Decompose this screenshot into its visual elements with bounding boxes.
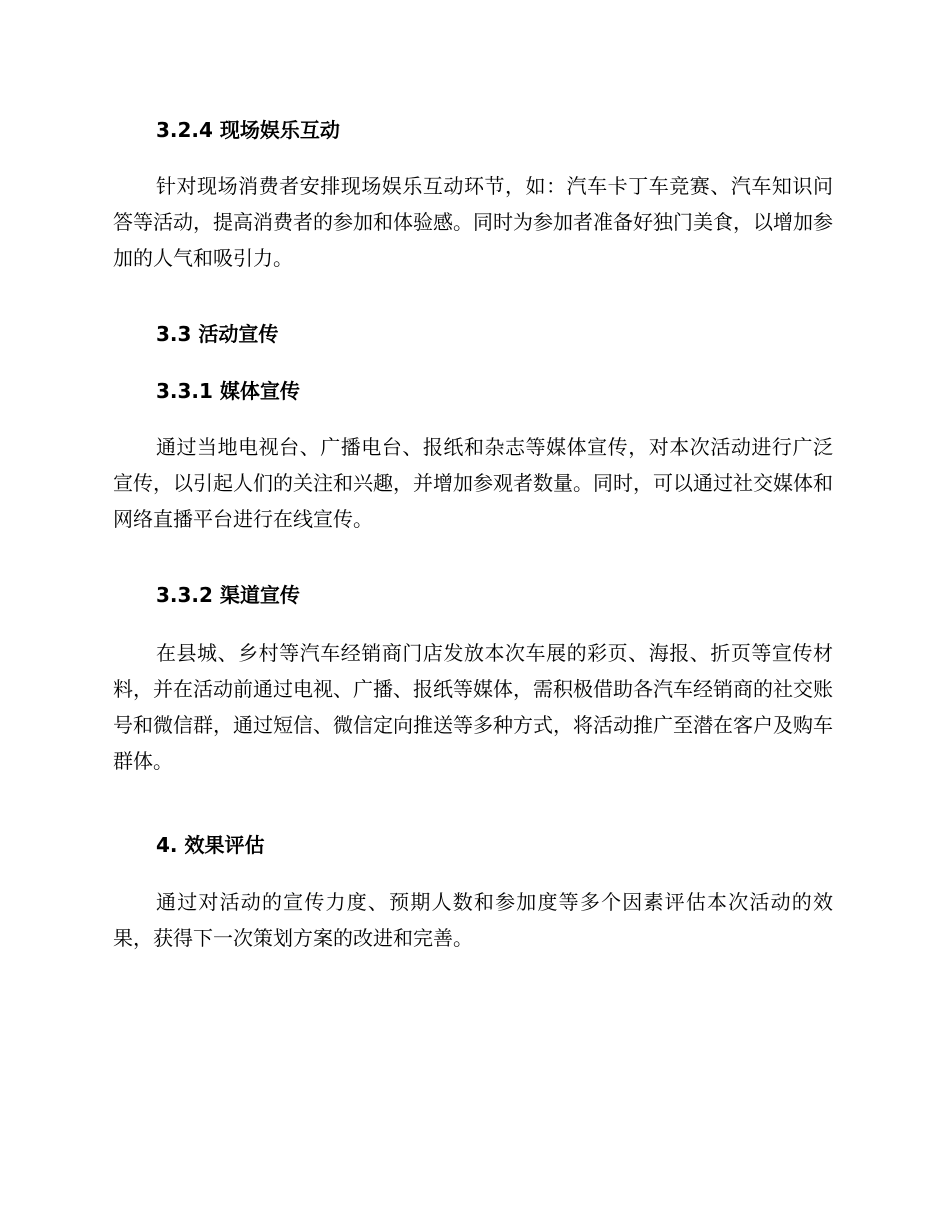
- section-heading-3-3-1: 3.3.1 媒体宣传: [156, 379, 300, 403]
- section-heading-3-3: 3.3 活动宣传: [156, 322, 279, 346]
- section-body-3-3-2: 在县城、乡村等汽车经销商门店发放本次车展的彩页、海报、折页等宣传材料，并在活动前通过电视、广播、报纸等媒体，需积极借助各汽车经销商的社交账号和微信群，通过短信、微信定向推送等多种方式，将活动推广至潜在客户及购车群体。: [113, 641, 833, 773]
- section-heading-3-2-4: 3.2.4 现场娱乐互动: [156, 118, 340, 142]
- section-heading-4: 4. 效果评估: [156, 833, 265, 857]
- section-heading-3-3-2: 3.3.2 渠道宣传: [156, 583, 300, 607]
- section-body-3-2-4: 针对现场消费者安排现场娱乐互动环节，如：汽车卡丁车竞赛、汽车知识问答等活动，提高消费者的参加和体验感。同时为参加者准备好独门美食，以增加参加的人气和吸引力。: [113, 174, 833, 270]
- section-body-3-3-1: 通过当地电视台、广播电台、报纸和杂志等媒体宣传，对本次活动进行广泛宣传，以引起人们的关注和兴趣，并增加参观者数量。同时，可以通过社交媒体和网络直播平台进行在线宣传。: [113, 435, 833, 531]
- section-body-4: 通过对活动的宣传力度、预期人数和参加度等多个因素评估本次活动的效果，获得下一次策划方案的改进和完善。: [113, 890, 833, 950]
